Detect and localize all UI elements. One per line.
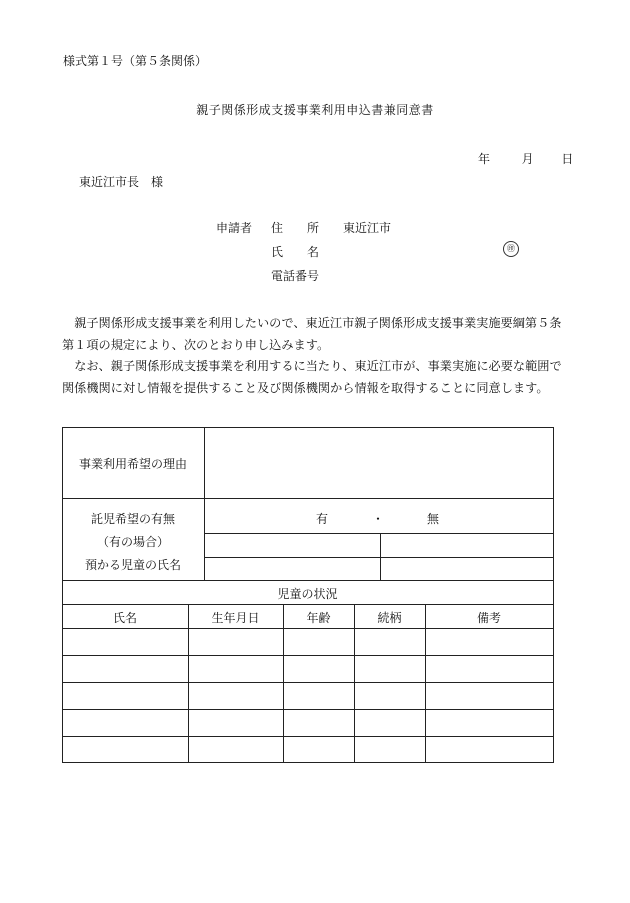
reason-input[interactable] bbox=[204, 455, 553, 469]
date-month: 月 bbox=[521, 152, 534, 166]
form-number-label: 様式第１号（第５条関係） bbox=[63, 54, 208, 68]
childcare-separator: ・ bbox=[371, 512, 384, 526]
column-relationship: 続柄 bbox=[377, 611, 402, 625]
childcare-no-option[interactable]: 無 bbox=[426, 512, 439, 526]
date-day: 日 bbox=[561, 152, 574, 166]
children-status-heading: 児童の状況 bbox=[277, 587, 338, 601]
childcare-yes-option[interactable]: 有 bbox=[315, 512, 328, 526]
column-age: 年齢 bbox=[306, 611, 331, 625]
document-title: 親子関係形成支援事業利用申込書兼同意書 bbox=[196, 103, 434, 117]
column-birthdate: 生年月日 bbox=[211, 611, 260, 625]
childcare-child-name-label: 預かる児童の氏名 bbox=[84, 558, 181, 572]
column-remarks: 備考 bbox=[476, 611, 501, 625]
column-name: 氏名 bbox=[112, 611, 137, 625]
date-row bbox=[478, 150, 573, 167]
address-label: 住 所 bbox=[271, 221, 320, 235]
childcare-label-condition: （有の場合） bbox=[96, 535, 169, 549]
address-value: 東近江市 bbox=[343, 221, 392, 235]
body-text bbox=[62, 313, 567, 399]
phone-label: 電話番号 bbox=[271, 269, 320, 283]
childcare-label: 託児希望の有無 bbox=[90, 512, 175, 526]
name-label: 氏 名 bbox=[271, 245, 320, 259]
paragraph-1: 親子関係形成支援事業を利用したいので、東近江市親子関係形成支援事業実施要綱第５条第１項の規定により、次のとおり申し込みます。 bbox=[62, 316, 562, 352]
reason-label: 事業利用希望の理由 bbox=[78, 457, 187, 471]
date-year: 年 bbox=[478, 152, 491, 166]
addressee: 東近江市長 様 bbox=[79, 175, 164, 189]
seal-mark: ㊞ bbox=[503, 241, 519, 257]
applicant-label: 申請者 bbox=[216, 221, 253, 235]
paragraph-2: なお、親子関係形成支援事業を利用するに当たり、東近江市が、事業実施に必要な範囲で関係機関に対し情報を提供すること及び関係機関から情報を取得することに同意します。 bbox=[62, 359, 562, 395]
